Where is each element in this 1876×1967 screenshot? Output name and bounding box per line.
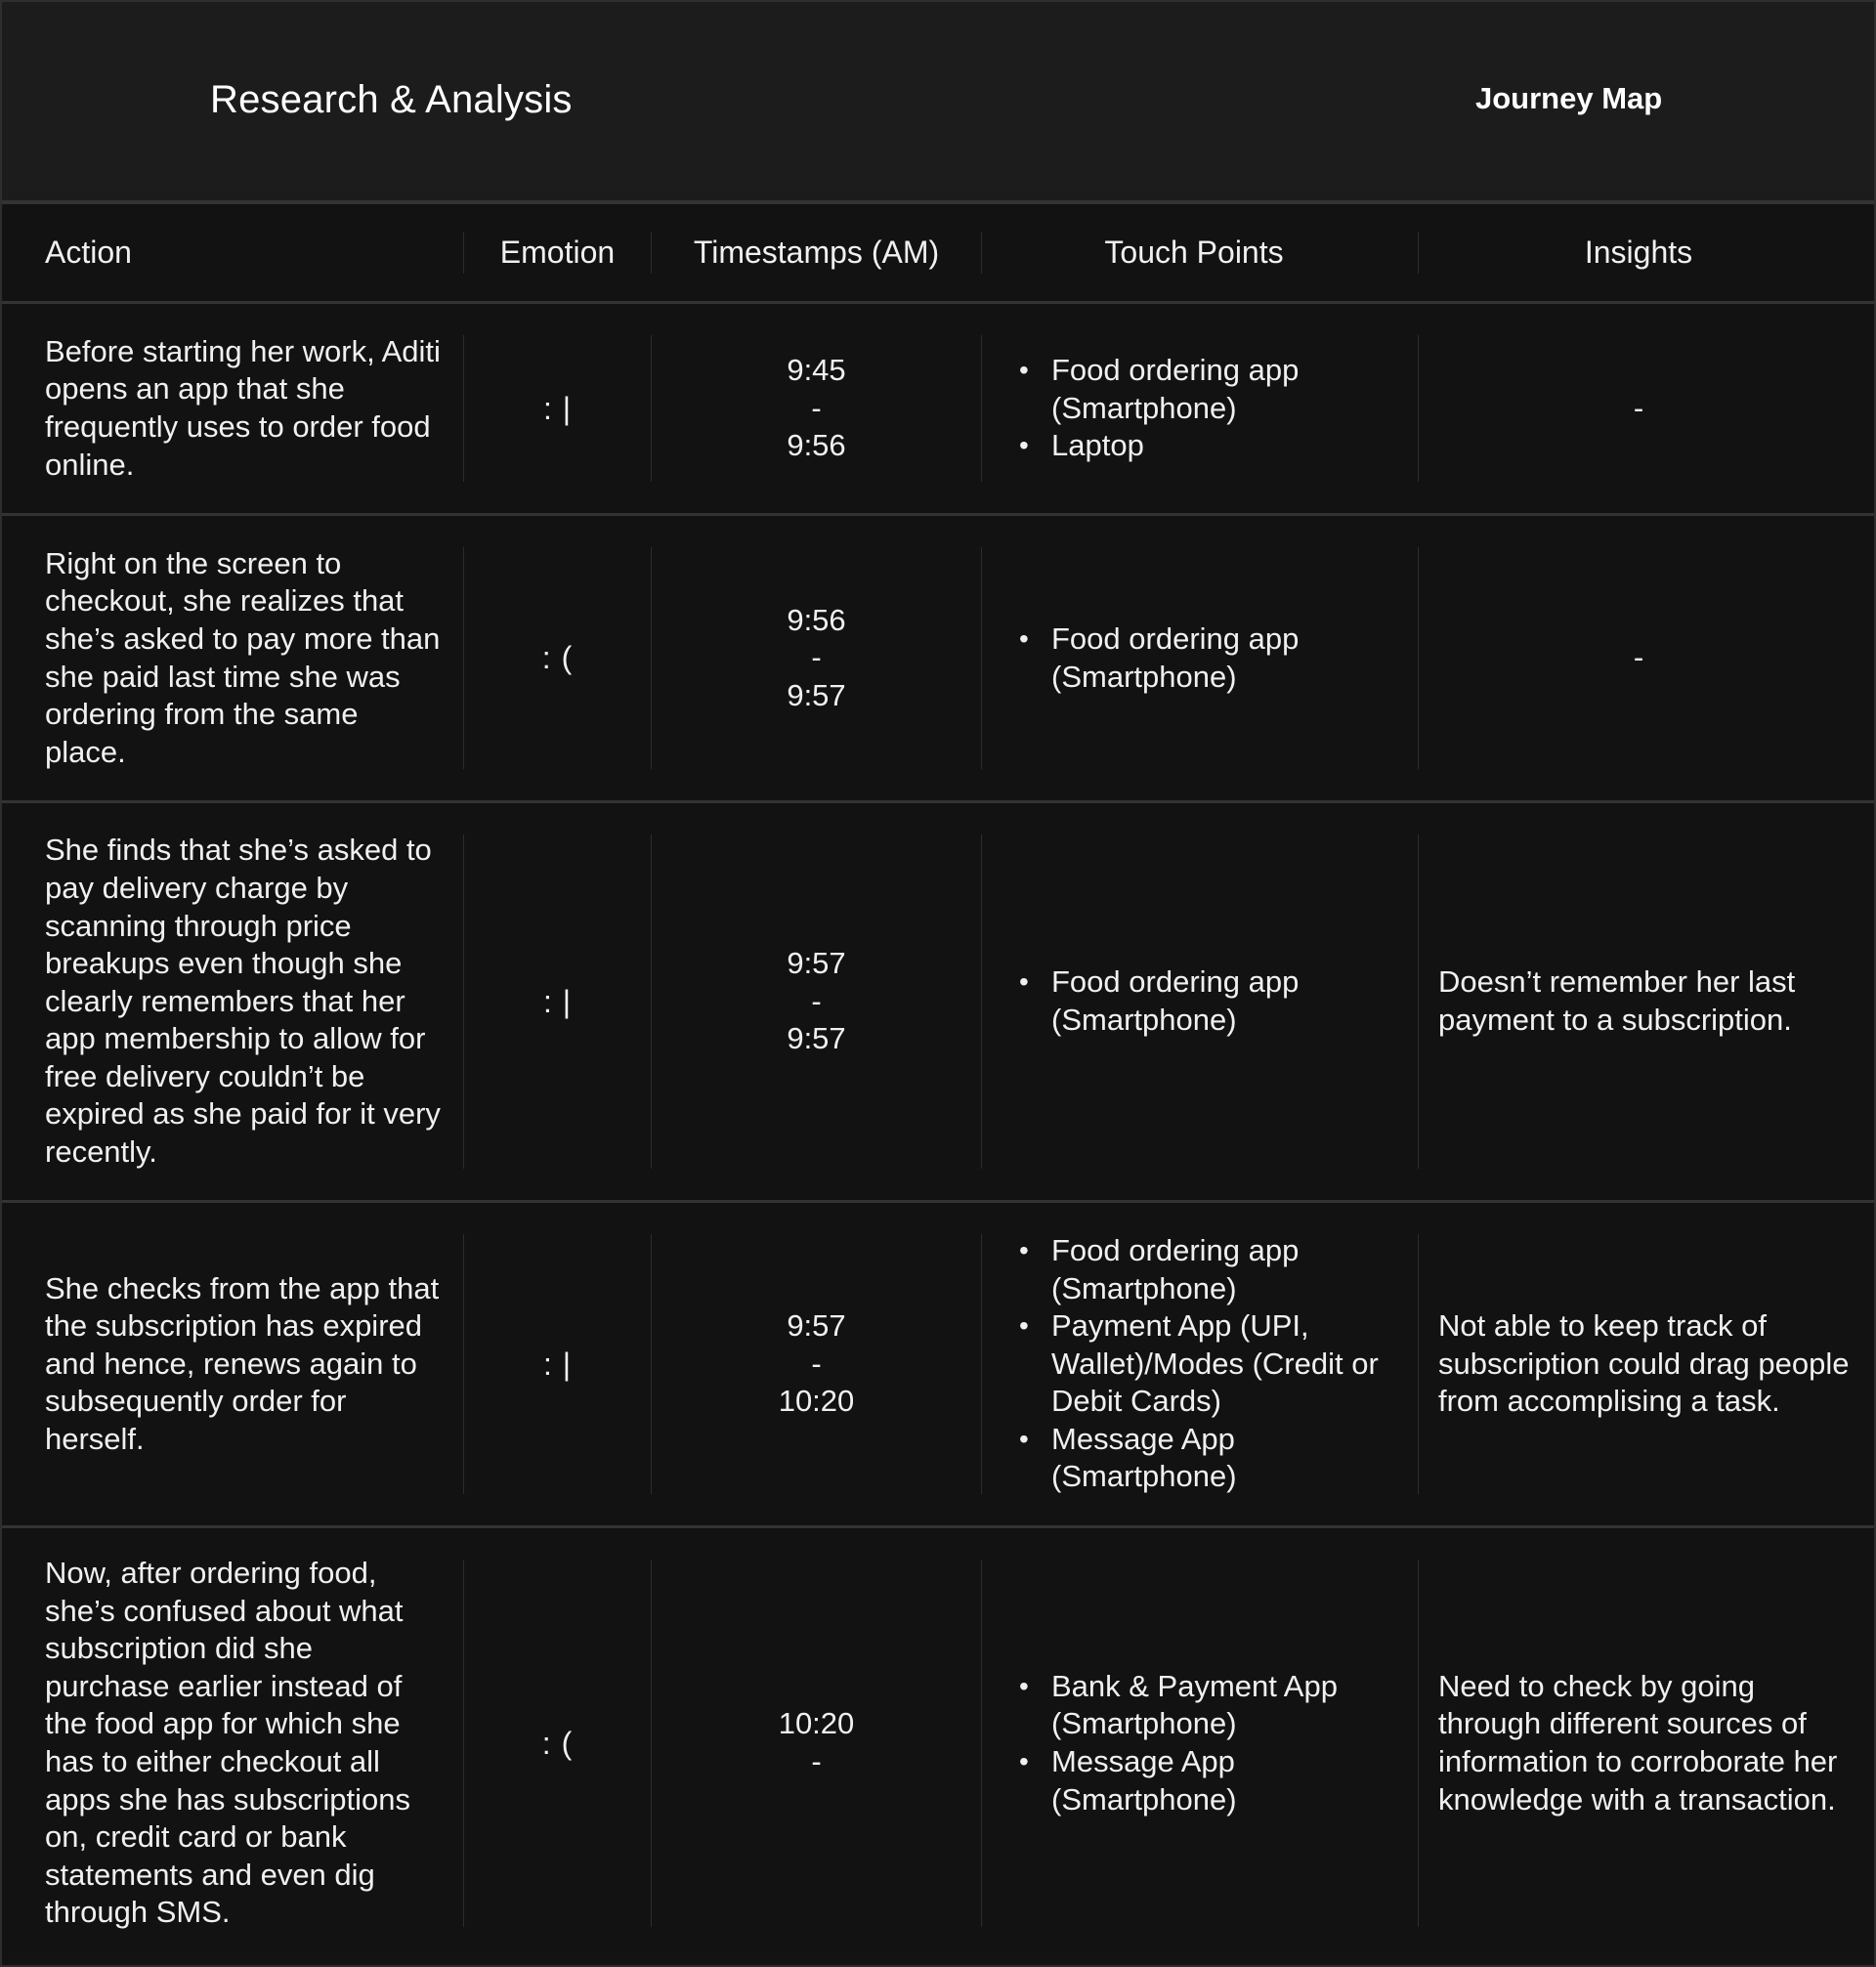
touch-points-cell <box>981 547 1418 769</box>
emotion-cell <box>463 1234 651 1494</box>
table-row <box>2 1203 1874 1528</box>
action-cell: Right on the screen to checkout, she realizes that she’s asked to pay more than she paid last time she was ordering from the same place. <box>45 545 441 769</box>
timestamp-cell <box>651 1560 981 1927</box>
emotion-neutral-icon: : | <box>542 1346 573 1382</box>
table-header-row <box>2 204 1874 304</box>
touch-points-cell <box>981 1560 1418 1927</box>
touch-point-item: • Laptop <box>1019 427 1406 465</box>
time-separator: - <box>811 640 822 675</box>
time-start: 9:45 <box>787 353 846 388</box>
journey-map-table <box>2 204 1874 1958</box>
action-cell: Before starting her work, Aditi opens an app that she frequently uses to order food online. <box>45 333 441 482</box>
touch-point-item: • Food ordering app (Smartphone) <box>1019 620 1406 696</box>
column-header-timestamps: Timestamps (AM) <box>651 232 981 274</box>
time-separator: - <box>811 390 822 425</box>
touch-points-cell <box>981 335 1418 482</box>
time-separator: - <box>811 983 822 1018</box>
touch-points-list <box>1019 1232 1406 1496</box>
column-header-action: Action <box>45 235 132 271</box>
page-title: Research & Analysis <box>210 78 573 121</box>
touch-points-cell <box>981 834 1418 1169</box>
touch-points-list <box>1019 963 1406 1039</box>
emotion-cell <box>463 1560 651 1927</box>
time-end: 9:57 <box>787 677 846 712</box>
insight-cell: Need to check by going through different sources of information to corroborate her knowledge with a transaction. <box>1418 1560 1874 1927</box>
touch-points-list <box>1019 1668 1406 1818</box>
insight-cell: - <box>1418 335 1874 482</box>
time-start: 9:57 <box>787 1308 846 1344</box>
table-row <box>2 304 1874 516</box>
touch-point-item: • Bank & Payment App (Smartphone) <box>1019 1668 1406 1743</box>
table-row <box>2 803 1874 1203</box>
touch-point-item: • Food ordering app (Smartphone) <box>1019 352 1406 427</box>
insight-cell: - <box>1418 547 1874 769</box>
emotion-sad-icon: : ( <box>541 1725 574 1761</box>
time-separator: - <box>811 1346 822 1381</box>
column-header-touch-points: Touch Points <box>981 232 1418 274</box>
emotion-neutral-icon: : | <box>542 983 573 1019</box>
timestamp-cell <box>651 335 981 482</box>
action-cell: Now, after ordering food, she’s confused about what subscription did she purchase earlier instead of the food app for which she has to either checkout all apps she has subscriptions on, credit card or bank statements and even dig through SMS. <box>45 1556 410 1930</box>
touch-point-item: • Message App (Smartphone) <box>1019 1421 1406 1496</box>
touch-point-item: • Payment App (UPI, Wallet)/Modes (Credit or Debit Cards) <box>1019 1307 1406 1421</box>
emotion-neutral-icon: : | <box>542 390 573 426</box>
touch-point-item: • Message App (Smartphone) <box>1019 1743 1406 1818</box>
emotion-cell <box>463 335 651 482</box>
time-start: 10:20 <box>778 1706 855 1741</box>
emotion-cell <box>463 834 651 1169</box>
time-end: 9:57 <box>787 1021 846 1056</box>
page-header <box>2 2 1874 204</box>
touch-point-item: • Food ordering app (Smartphone) <box>1019 1232 1406 1307</box>
touch-points-list <box>1019 620 1406 696</box>
table-row <box>2 1528 1874 1958</box>
column-header-emotion: Emotion <box>463 232 651 274</box>
emotion-sad-icon: : ( <box>541 640 574 676</box>
time-start: 9:57 <box>787 946 846 981</box>
timestamp-cell <box>651 547 981 769</box>
time-end: 10:20 <box>778 1384 855 1419</box>
action-cell: She finds that she’s asked to pay delivery charge by scanning through price breakups even though she clearly remembers that her app membership to allow for free delivery couldn’t be expired as she paid for it very recently. <box>45 833 441 1170</box>
touch-point-item: • Food ordering app (Smartphone) <box>1019 963 1406 1039</box>
insight-cell: Not able to keep track of subscription could drag people from accomplising a task. <box>1418 1234 1874 1494</box>
touch-points-cell <box>981 1234 1418 1494</box>
table-row <box>2 516 1874 803</box>
column-header-insights: Insights <box>1418 232 1874 274</box>
time-separator: - <box>811 1744 822 1778</box>
timestamp-cell <box>651 1234 981 1494</box>
emotion-cell <box>463 547 651 769</box>
timestamp-cell <box>651 834 981 1169</box>
action-cell: She checks from the app that the subscription has expired and hence, renews again to subsequently order for herself. <box>45 1270 440 1456</box>
insight-cell: Doesn’t remember her last payment to a subscription. <box>1418 834 1874 1169</box>
time-end: 9:56 <box>787 428 846 463</box>
time-start: 9:56 <box>787 602 846 637</box>
section-tag: Journey Map <box>1475 81 1663 115</box>
touch-points-list <box>1019 352 1406 465</box>
